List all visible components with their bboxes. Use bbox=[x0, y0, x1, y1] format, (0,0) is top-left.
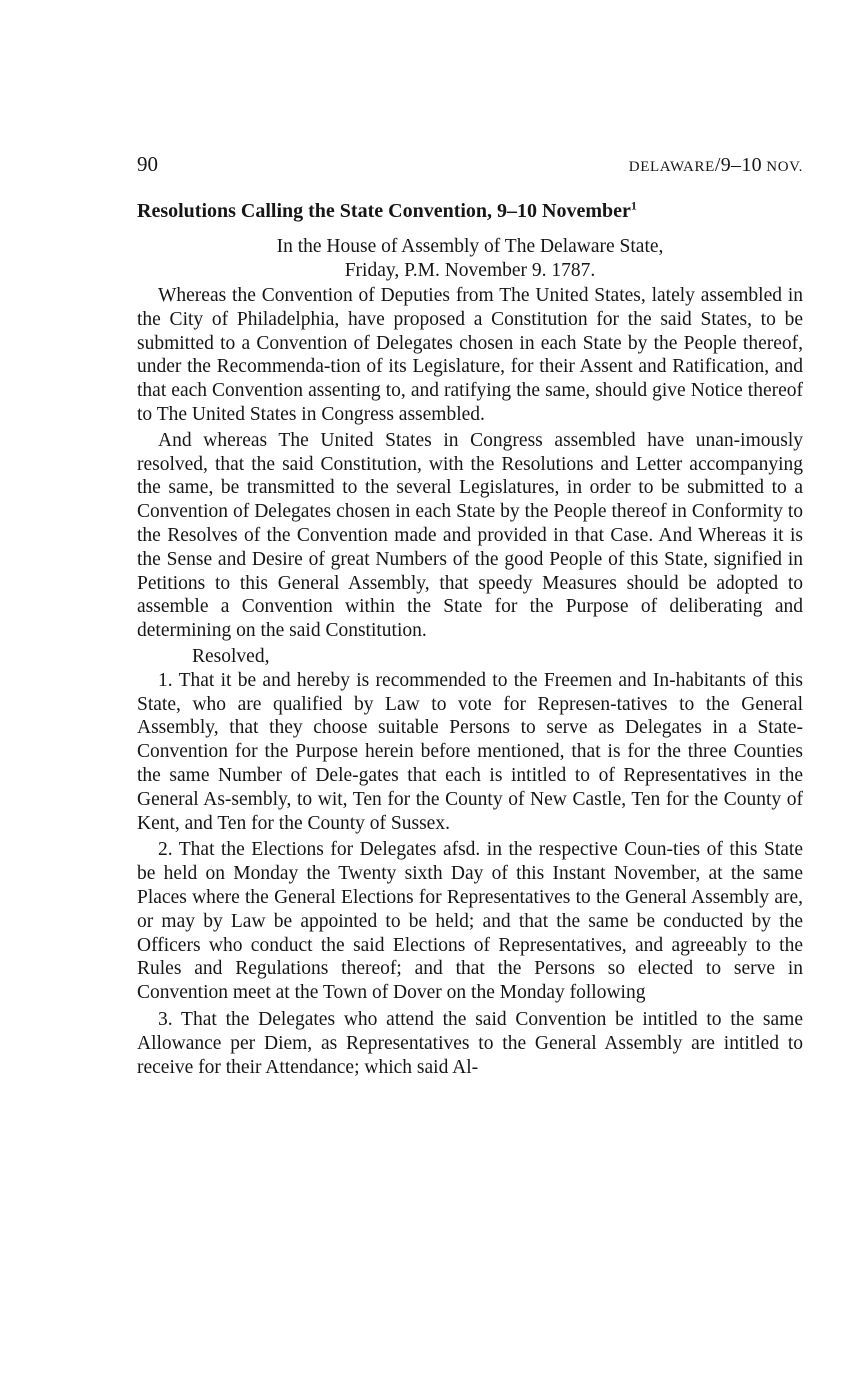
dateline bbox=[137, 235, 803, 283]
whereas-paragraph: Whereas the Convention of Deputies from The United States, lately assembled in the City of Philadelphia, have proposed a Constitution for the said States, to be submitted to a Convention of Delegates chosen in each State by the People thereof, under the Recommenda-tion of its Legislature, for their Assent and Ratification, and that each Convention assenting to, and ratifying the same, should give Notice thereof to The United States in Congress assembled. bbox=[137, 285, 803, 425]
document-title-text: Resolutions Calling the State Convention, 9–10 November bbox=[137, 200, 631, 222]
page-number: 90 bbox=[137, 152, 158, 176]
resolved-heading: Resolved, bbox=[192, 645, 270, 667]
footnote-marker: 1 bbox=[630, 198, 637, 213]
document-title bbox=[137, 198, 803, 224]
section-label-month: NOV. bbox=[761, 159, 803, 175]
dateline-date: Friday, P.M. November 9. 1787. bbox=[344, 260, 596, 281]
running-head bbox=[137, 152, 803, 178]
and-whereas-paragraph: And whereas The United States in Congress assembled have unan-imously resolved, that the said Constitution, with the Resolutions and Letter accompanying the same, be transmitted to the several Legislatures, in order to be submitted to a Convention of Delegates chosen in each State by the People thereof in Conformity to the Resolves of the Convention made and provided in that Case. And Whereas it is the Sense and Desire of great Numbers of the good People of this State, signified in Petitions to this General Assembly, that speedy Measures should be adopted to assemble a Convention within the State for the Purpose of deliberating and determining on the said Constitution. bbox=[137, 429, 803, 642]
body-text bbox=[137, 284, 803, 1082]
resolution-item-2: 2. That the Elections for Delegates afsd. in the respective Coun-ties of this State be held on Monday the Twenty sixth Day of this Instant November, at the same Places where the General Elections for Representatives to the General Assembly are, or may by Law be appointed to be held; and that the same be conducted by the Officers who conduct the said Elections of Representatives, and agreeably to the Rules and Regulations thereof; and that the Persons so elected to serve in Convention meet at the Town of Dover on the Monday following bbox=[137, 839, 803, 1004]
resolution-item-3: 3. That the Delegates who attend the said Convention be intitled to the same Allowance per Diem, as Representatives to the General Assembly are intitled to receive for their Attendance; which said Al- bbox=[137, 1008, 803, 1078]
dateline-place: In the House of Assembly of The Delaware State, bbox=[276, 236, 664, 257]
section-label bbox=[629, 154, 803, 178]
section-label-dates: /9–10 bbox=[714, 154, 762, 176]
section-label-state: DELAWARE bbox=[628, 159, 715, 175]
resolution-item-1: 1. That it be and hereby is recommended to the Freemen and In-habitants of this State, who are qualified by Law to vote for Represen-tatives to the General Assembly, that they choose suitable Persons to serve as Delegates in a State-Convention for the Purpose herein before mentioned, that is for the three Counties the same Number of Dele-gates that each is intitled to of Representatives in the General As-sembly, to wit, Ten for the County of New Castle, Ten for the County of Kent, and Ten for the County of Sussex. bbox=[137, 669, 803, 834]
